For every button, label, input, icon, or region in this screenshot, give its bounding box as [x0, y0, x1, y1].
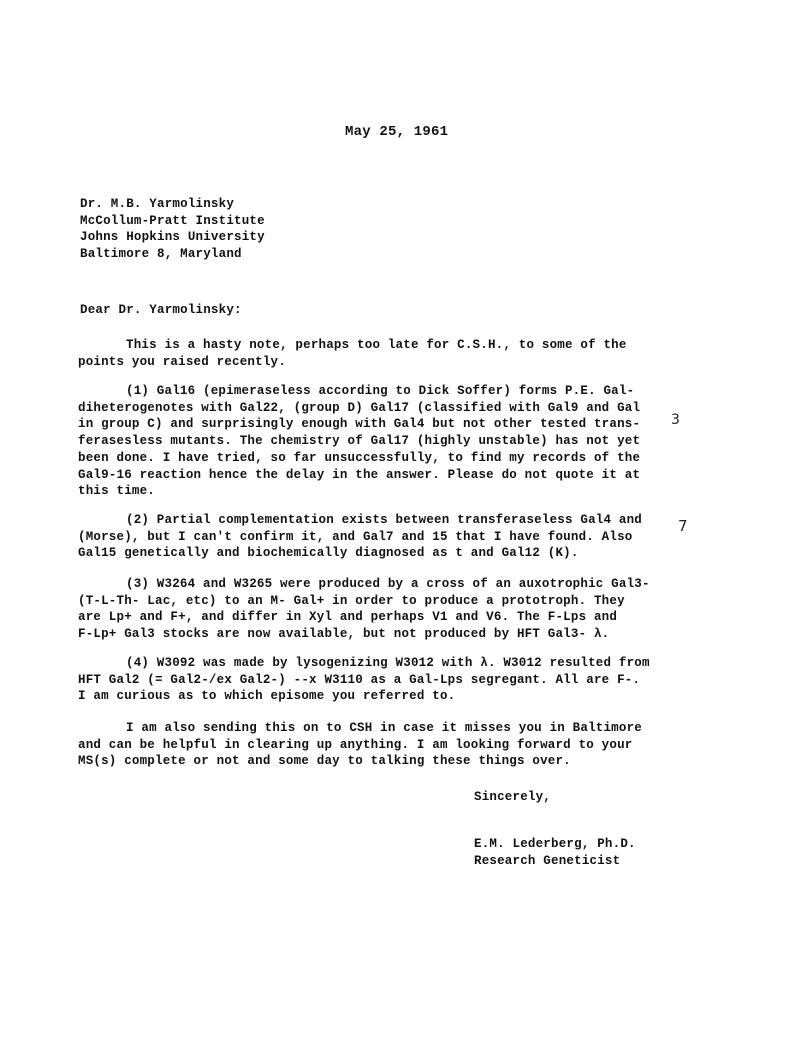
letter-date: May 25, 1961: [345, 124, 449, 140]
text-line: MS(s) complete or not and some day to talking these things over.: [78, 754, 571, 769]
text-line: been done. I have tried, so far unsuccessfully, to find my records of the: [78, 450, 641, 465]
text-line: in group C) and surprisingly enough with Gal4 but not other tested trans-: [78, 417, 641, 432]
text-line: diheterogenotes with Gal22, (group D) Gal17 (classified with Gal9 and Gal: [78, 400, 641, 415]
text-line: this time.: [78, 484, 156, 499]
salutation: Dear Dr. Yarmolinsky:: [80, 303, 242, 317]
text-line: points you raised recently.: [78, 354, 286, 369]
text-line: (3) W3264 and W3265 were produced by a cross of an auxotrophic Gal3-: [126, 577, 650, 591]
text-line: (4) W3092 was made by lysogenizing W3012 with λ. W3012 resulted from: [126, 656, 650, 670]
text-line: F-Lp+ Gal3 stocks are now available, but not produced by HFT Gal3- λ.: [78, 627, 610, 642]
point-2-paragraph: [78, 512, 698, 562]
recipient-line: Johns Hopkins University: [80, 230, 265, 244]
text-line: (Morse), but I can't confirm it, and Gal7 and 15 that I have found. Also: [78, 529, 633, 544]
handwritten-margin-note: 7: [678, 517, 688, 535]
recipient-line: Dr. M.B. Yarmolinsky: [80, 197, 235, 211]
point-4-paragraph: [78, 655, 698, 705]
signature-name: E.M. Lederberg, Ph.D.: [474, 837, 636, 851]
text-line: (T-L-Th- Lac, etc) to an M- Gal+ in order to produce a prototroph. They: [78, 593, 625, 608]
intro-paragraph: [78, 337, 698, 370]
point-1-paragraph: [78, 383, 698, 500]
text-line: This is a hasty note, perhaps too late for C.S.H., to some of the: [126, 338, 627, 352]
handwritten-margin-note: 3: [671, 412, 681, 428]
closing-paragraph: [78, 720, 698, 770]
text-line: I am curious as to which episome you referred to.: [78, 689, 456, 704]
text-line: are Lp+ and F+, and differ in Xyl and perhaps V1 and V6. The F-Lps and: [78, 610, 618, 625]
point-3-paragraph: [78, 576, 698, 643]
text-line: (1) Gal16 (epimeraseless according to Dick Soffer) forms P.E. Gal-: [126, 384, 635, 398]
text-line: and can be helpful in clearing up anything. I am looking forward to your: [78, 737, 633, 752]
recipient-address: [80, 196, 265, 262]
text-line: Gal9-16 reaction hence the delay in the answer. Please do not quote it at: [78, 467, 641, 482]
text-line: ferasesless mutants. The chemistry of Gal17 (highly unstable) has not yet: [78, 434, 641, 449]
signature-block: [474, 836, 636, 870]
closing: Sincerely,: [474, 790, 552, 804]
recipient-line: Baltimore 8, Maryland: [80, 246, 242, 261]
text-line: HFT Gal2 (= Gal2-/ex Gal2-) --x W3110 as a Gal-Lps segregant. All are F-.: [78, 672, 641, 687]
text-line: Gal15 genetically and biochemically diagnosed as t and Gal12 (K).: [78, 546, 579, 561]
text-line: I am also sending this on to CSH in case it misses you in Baltimore: [126, 721, 642, 735]
text-line: (2) Partial complementation exists between transferaseless Gal4 and: [126, 513, 642, 527]
signature-title: Research Geneticist: [474, 854, 621, 868]
recipient-line: McCollum-Pratt Institute: [80, 213, 265, 228]
